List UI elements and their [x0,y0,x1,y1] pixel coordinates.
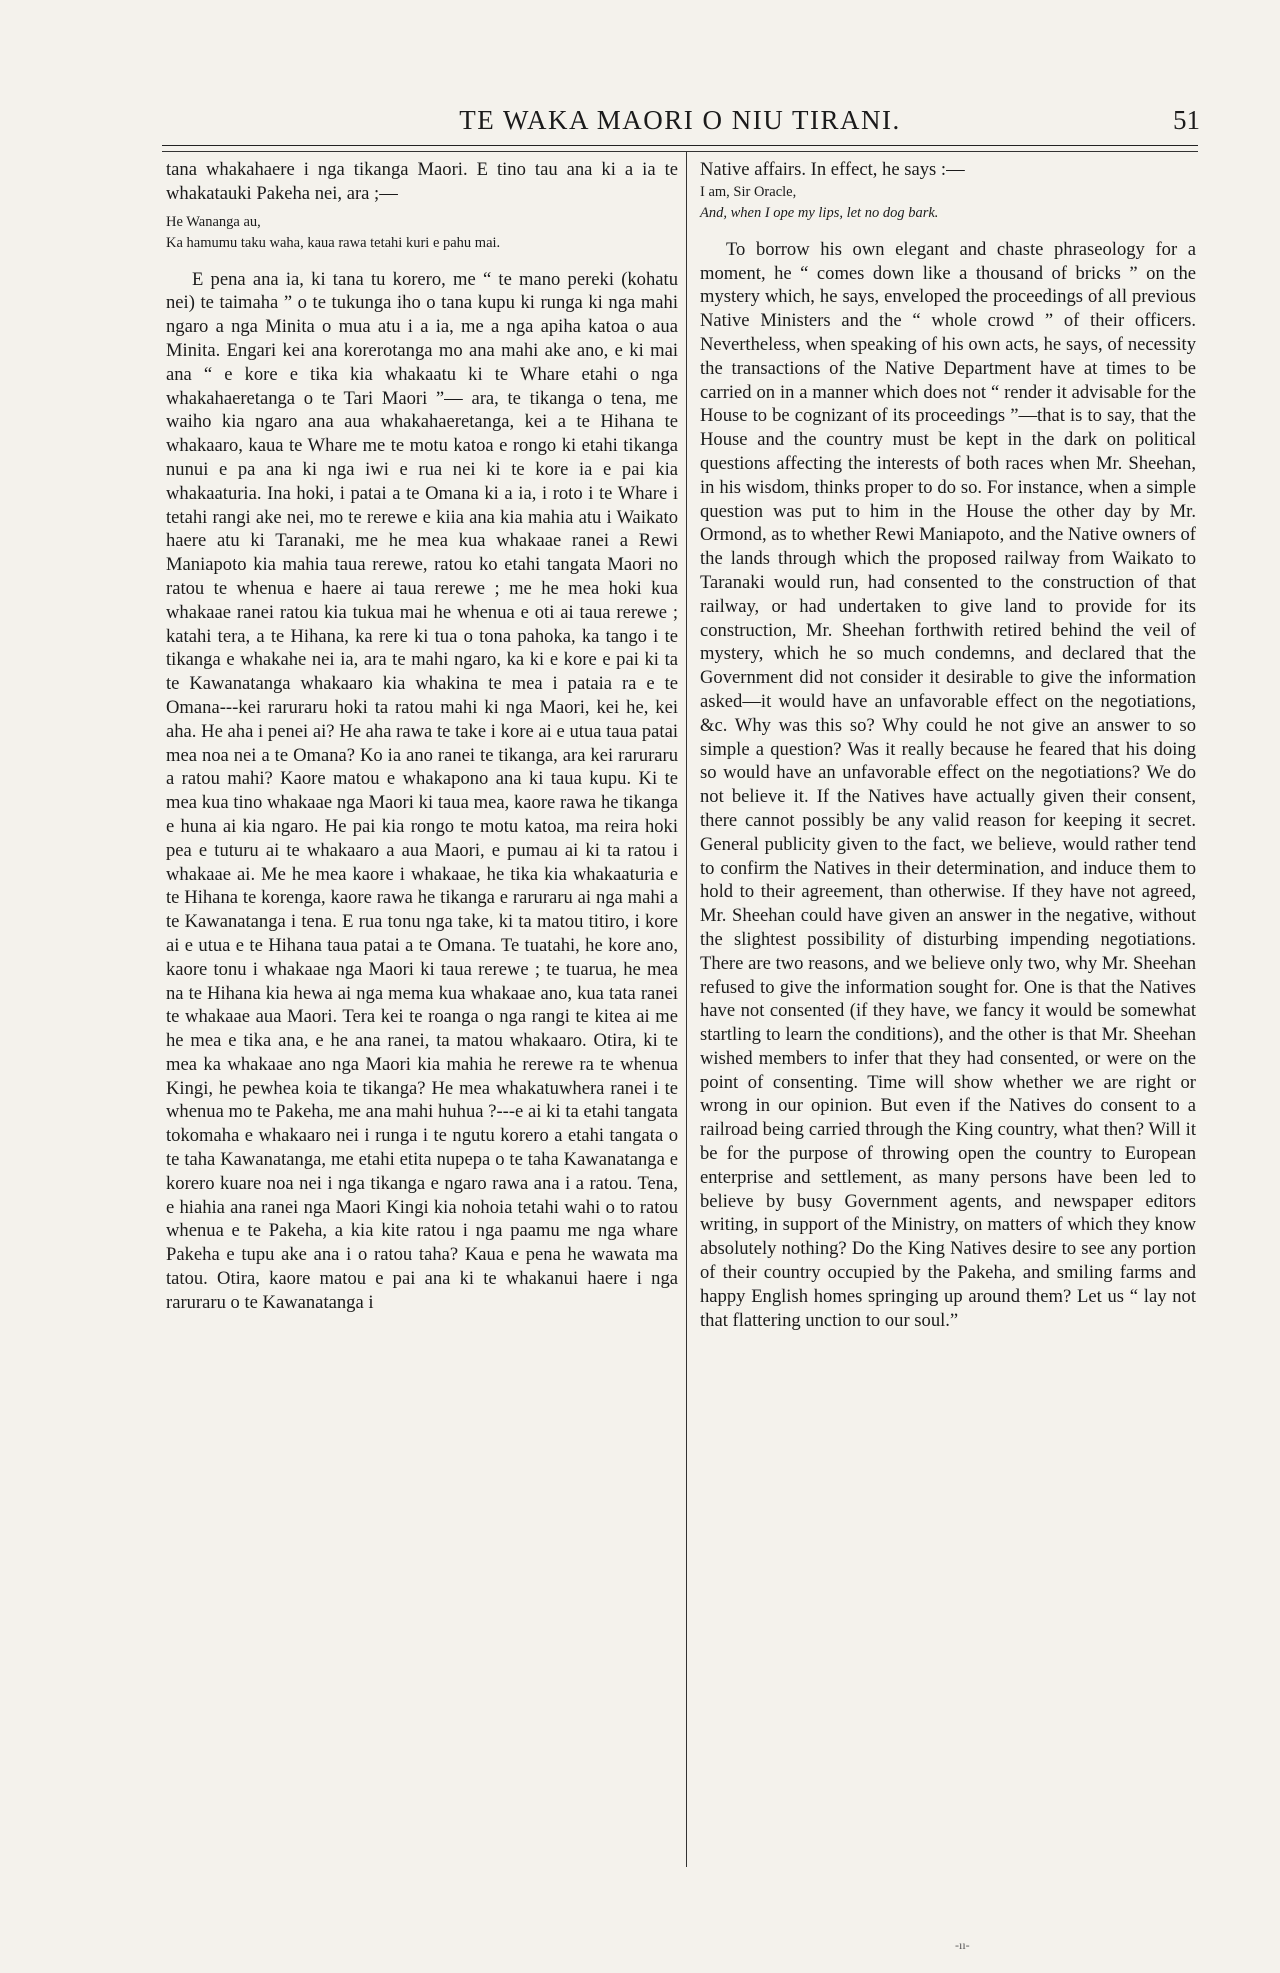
right-column-english [700,158,1196,1332]
page-number: 51 [1173,105,1200,135]
footer-mark: -ıı- [955,1938,970,1952]
column-divider [686,152,687,1867]
left-paragraph-intro: tana whakahaere i nga tikanga Maori. E tino tau ana ki a ia te whakatauki Pakeha nei, ara ;— [166,159,678,204]
page-title: TE WAKA MAORI O NIU TIRANI. [459,105,901,135]
page-header [160,100,1200,140]
left-column-maori [166,158,678,1315]
left-paragraph-body: E pena ana ia, ki tana tu korero, me “ te mano pereki (kohatu nei) te taimaha ” o te tukunga iho o tana kupu ki runga ki nga mahi ngaro a nga Minita o mua atu i a ia, me a nga apiha katoa o aua Minita. Engari kei ana korerotanga mo ana mahi ake ano, e ki mai ana “ e kore e tika kia whakaatu ki te Whare etahi o nga whakahaeretanga o te Tari Maori ”— ara, te tikanga o tena, me waiho kia ngaro ana aua whakahaeretanga, kei a te Hihana te whakaaro, kaua te Whare me te motu katoa e rongo ki etahi tikanga nunui e pa ana ki nga iwi e rua nei ki te kore ia e pai kia whakaaturia. Ina hoki, i patai a te Omana ki a ia, i roto i te Whare i tetahi rangi ake nei, mo te rerewe e kiia ana kia mahia atu i Waikato haere atu ki Taranaki, me he mea kua whakaae ranei a Rewi Maniapoto kia mahia taua rerewe, ratou ko etahi tangata Maori no ratou te whenua e haere ai taua rerewe ; me he mea hoki kua whakaae ranei ratou kia tukua mai he whenua e oti ai taua rerewe ; katahi tera, a te Hihana, ka rere ki tua o tona pahoka, ka tango i te tikanga e whakahe nei ia, ara te mahi ngaro, ka ki e kore e pai ki ta te Kawanatanga whakaaro kia whakina te mea i pataia ra e te Omana---kei raruraru hoki ta ratou mahi ki nga Maori, kei he, kei aha. He aha i penei ai? He aha rawa te take i kore ai e utua taua patai mea noa nei a te Omana? Ko ia ano ranei te tikanga, ara kei raruraru a ratou mahi? Kaore matou e whakapono ana ki taua kupu. Ki te mea kua tino whakaae nga Maori ki taua mea, kaore rawa he tikanga e huna ai kia ngaro. He pai kia rongo te motu katoa, ma reira hoki pea e tuturu ai te whakaaro a aua Maori, e pumau ai ki ta ratou i whakaae ai. Me he mea kaore i whakaae, he tika kia whakaaturia e te Hihana te korenga, kaore rawa he tikanga e raruraru ai nga mahi a te Kawanatanga i tena. E rua tonu nga take, ki ta matou titiro, i kore ai e utua e te Hihana taua patai a te Omana. Te tuatahi, he kore ano, kaore tonu i whakaae nga Maori ki taua rerewe ; te tuarua, he mea na te Hihana kia hewa ai nga mema kua whakaae ano, kua tata ranei te whakaae aua Maori. Tera kei te roanga o nga rangi te kitea ai me he mea e tika ana, e he ana ranei, ta matou whakaaro. Otira, ki te mea ka whakaae ano nga Maori kia mahia he rerewe ra te whenua Kingi, he pewhea koia te tikanga? He mea whakatuwhera ranei i te whenua mo te Pakeha, me ana mahi huhua ?---e ai ki ta etahi tangata tokomaha e whakaaro nei i runga i te ngutu korero a etahi tangata o te taha Kawanatanga, me etahi etita nupepa o te taha Kawanatanga e korero kuare noa nei i nga tikanga e ngaro rawa ana i a ratou. Tena, e hiahia ana ranei nga Maori Kingi kia nohoia tetahi wahi o to ratou whenua e te Pakeha, a kia kite ratou i nga paamu me nga whare Pakeha e tupu ake ana i o ratou taha? Kaua e pena he wawata ma tatou. Otira, kaore matou e pai ana ki te whakanui haere i nga raruraru o te Kawanatanga i [166,268,678,1313]
right-paragraph-intro: Native affairs. In effect, he says :— [700,159,965,180]
left-quote-line-1: He Wananga au, [166,213,261,230]
right-quote-line-1: I am, Sir Oracle, [700,183,797,200]
header-rule [162,145,1198,146]
right-quote-line-2: And, when I ope my lips, let no dog bark. [700,204,939,221]
right-paragraph-body: To borrow his own elegant and chaste phraseology for a moment, he “ comes down like a thousand of bricks ” on the mystery which, he says, enveloped the proceedings of all previous Native Ministers and the “ whole crowd ” of their officers. Nevertheless, when speaking of his own acts, he says, of necessity the transactions of the Native Department have at times to be carried on in a manner which does not “ render it advisable for the House to be cognizant of its proceedings ”—that is to say, that the House and the country must be kept in the dark on political questions affecting the interests of both races when Mr. Sheehan, in his wisdom, thinks proper to do so. For instance, when a simple question was put to him in the House the other day by Mr. Ormond, as to whether Rewi Maniapoto, and the Native owners of the lands through which the proposed railway from Waikato to Taranaki would run, had consented to the construction of that railway, or had undertaken to give land to provide for its construction, Mr. Sheehan forthwith retired behind the veil of mystery, which he so much condemns, and declared that the Government did not consider it desirable to give the information asked—it would have an unfavorable effect on the negotiations, &c. Why was this so? Why could he not give an answer to so simple a question? Was it really because he feared that his doing so would have an unfavorable effect on the negotiations? We do not believe it. If the Natives have actually given their consent, there cannot possibly be any valid reason for keeping it secret. General publicity given to the fact, we believe, would rather tend to confirm the Natives in their determination, and induce them to hold to their agreement, than otherwise. If they have not agreed, Mr. Sheehan could have given an answer in the negative, without the slightest possibility of disturbing impending negotiations. There are two reasons, and we believe only two, why Mr. Sheehan refused to give the information sought for. One is that the Natives have not consented (if they have, we fancy it would be somewhat startling to learn the conditions), and the other is that Mr. Sheehan wished members to infer that they had consented, or were on the point of consenting. Time will show whether we are right or wrong in our opinion. But even if the Natives do consent to a railroad being carried through the King country, what then? Will it be for the purpose of throwing open the country to European enterprise and settlement, as many persons have been led to believe by busy Government agents, and newspaper editors writing, in support of the Ministry, on matters of which they know absolutely nothing? Do the King Natives desire to see any portion of their country occupied by the Pakeha, and smiling farms and happy English homes springing up around them? Let us “ lay not that flattering unction to our soul.” [700,238,1196,1331]
header-rule-thin [162,151,1198,152]
left-quote-line-2: Ka hamumu taku waha, kaua rawa tetahi kuri e pahu mai. [166,234,501,251]
